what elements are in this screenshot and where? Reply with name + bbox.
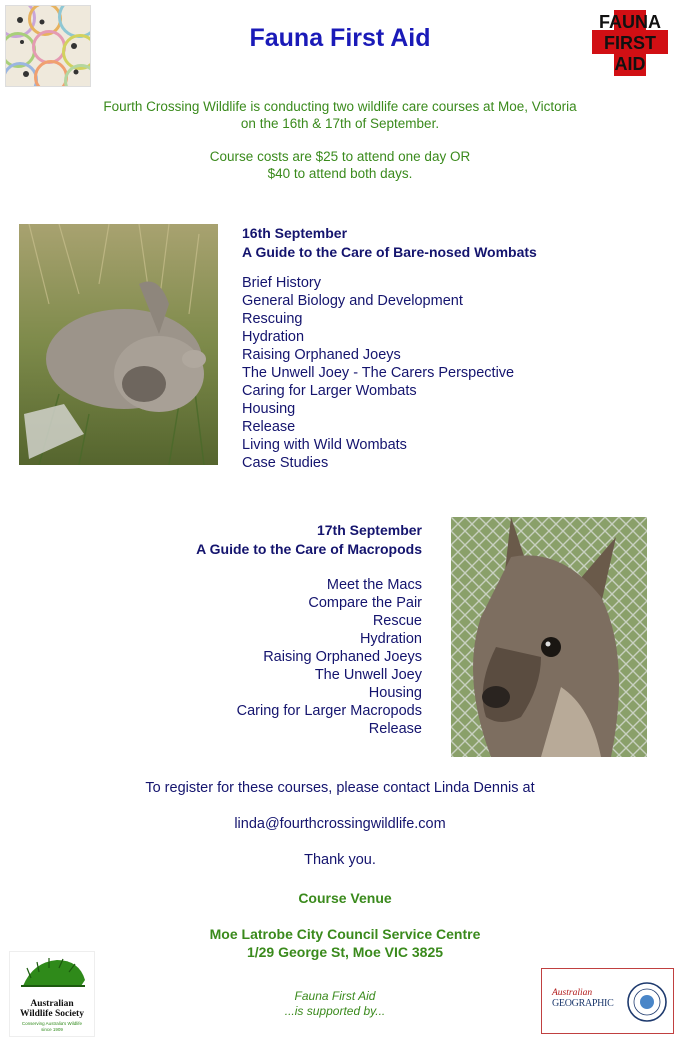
list-item: Rescue — [372, 613, 422, 629]
list-item: Case Studies — [242, 455, 329, 471]
list-item: Raising Orphaned Joeys — [242, 347, 401, 363]
logo-text-first: FIRST — [604, 33, 656, 53]
course-2 — [120, 521, 422, 738]
wombat-photo — [19, 224, 218, 465]
list-item: Living with Wild Wombats — [242, 437, 407, 453]
list-item: Raising Orphaned Joeys — [263, 649, 422, 665]
footer-line-1: Fauna First Aid — [294, 989, 376, 1003]
footer-line-2: ...is supported by... — [284, 1004, 386, 1018]
aws-since: since 1909 — [41, 1027, 63, 1032]
intro-text — [0, 98, 680, 182]
list-item: The Unwell Joey - The Carers Perspective — [242, 365, 515, 381]
list-item: Meet the Macs — [326, 577, 422, 593]
list-item: The Unwell Joey — [314, 667, 422, 683]
course-1-date: 16th September — [242, 225, 348, 241]
contact-email-link[interactable]: linda@fourthcrossingwildlife.com — [234, 816, 446, 832]
register-text: To register for these courses, please contact Linda Dennis at — [145, 780, 535, 796]
course-1 — [242, 224, 662, 472]
list-item: General Biology and Development — [242, 293, 463, 309]
venue-section — [0, 889, 680, 961]
course-1-topics — [242, 274, 662, 472]
list-item: Brief History — [242, 275, 321, 291]
list-item: Caring for Larger Macropods — [236, 703, 422, 719]
logo-text-aid: AID — [614, 54, 646, 74]
intro-line-2: on the 16th & 17th of September. — [240, 116, 440, 131]
wallaby-photo — [451, 517, 647, 757]
ag-wordmark — [552, 989, 622, 1010]
course-2-title: A Guide to the Care of Macropods — [196, 541, 422, 557]
list-item: Rescuing — [242, 311, 303, 327]
fauna-first-aid-logo — [588, 10, 672, 76]
cost-line-2: $40 to attend both days. — [267, 166, 413, 181]
thanks-text: Thank you. — [304, 852, 376, 868]
cost-line-1: Course costs are $25 to attend one day OR — [209, 149, 471, 164]
venue-heading: Course Venue — [298, 890, 392, 906]
course-1-title: A Guide to the Care of Bare-nosed Wombats — [242, 244, 537, 260]
venue-name: Moe Latrobe City Council Service Centre — [209, 926, 481, 942]
course-2-topics — [120, 576, 422, 738]
list-item: Caring for Larger Wombats — [242, 383, 417, 399]
aws-tagline: Conserving Australia's Wildlife — [21, 1021, 83, 1026]
page-title: Fauna First Aid — [249, 24, 431, 52]
list-item: Hydration — [359, 631, 422, 647]
intro-line-1: Fourth Crossing Wildlife is conducting two wildlife care courses at Moe, Victoria — [103, 99, 577, 114]
aws-name-line-2: Wildlife Society — [20, 1009, 84, 1019]
aws-name-line-1: Australian — [30, 999, 74, 1009]
australian-geographic-logo — [541, 968, 674, 1034]
venue-address: 1/29 George St, Moe VIC 3825 — [246, 944, 444, 960]
list-item: Release — [242, 419, 296, 435]
course-2-date: 17th September — [316, 522, 422, 538]
ag-line-2: GEOGRAPHIC — [552, 998, 614, 1009]
list-item: Compare the Pair — [308, 595, 422, 611]
list-item: Housing — [242, 401, 296, 417]
logo-text-fauna: FAUNA — [599, 12, 661, 32]
list-item: Release — [368, 721, 422, 737]
contact-section — [0, 779, 680, 869]
ag-line-1: Australian — [552, 988, 593, 998]
list-item: Hydration — [242, 329, 305, 345]
ag-society-seal-icon — [626, 981, 668, 1023]
list-item: Housing — [368, 685, 422, 701]
